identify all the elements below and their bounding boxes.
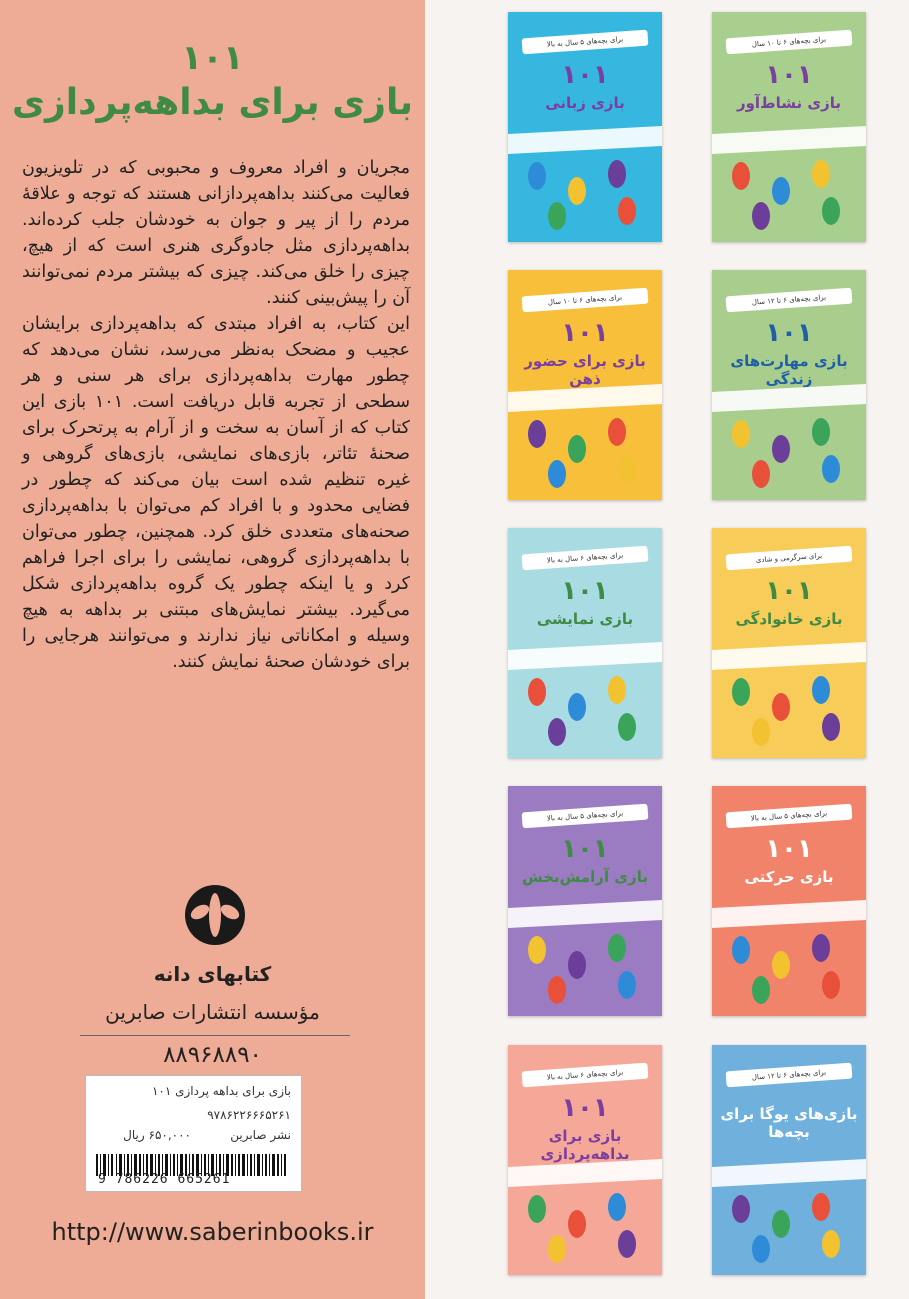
- series-book-cover: [712, 1045, 866, 1275]
- cover-illustration-figure: [618, 197, 636, 225]
- cover-illustration-figure: [812, 1193, 830, 1221]
- cover-title: بازی مهارت‌های زندگی: [730, 352, 848, 388]
- book-description: [22, 155, 410, 675]
- cover-illustration-figure: [618, 713, 636, 741]
- cover-number: ۱۰۱: [765, 834, 813, 864]
- cover-tear-strip: [712, 126, 866, 154]
- cover-illustration-figure: [772, 693, 790, 721]
- cover-illustration-figure: [548, 1235, 566, 1263]
- cover-title: بازی نمایشی: [536, 610, 634, 628]
- cover-illustration-figure: [528, 162, 546, 190]
- cover-title: بازی برای حضور ذهن: [524, 352, 646, 388]
- cover-illustration-figure: [608, 676, 626, 704]
- series-book-cover: [508, 528, 662, 758]
- series-book-cover: [508, 1045, 662, 1275]
- cover-banner: برای بچه‌های ۵ سال به بالا: [522, 30, 649, 55]
- price-sticker: [85, 1075, 302, 1192]
- title-number: ۱۰۱: [181, 38, 244, 78]
- cover-illustration-figure: [568, 1210, 586, 1238]
- cover-illustration-figure: [772, 435, 790, 463]
- cover-illustration-figure: [548, 202, 566, 230]
- cover-illustration-figure: [568, 435, 586, 463]
- cover-number: ۱۰۱: [561, 60, 609, 90]
- sticker-title: بازی برای بداهه پردازی ۱۰۱: [151, 1084, 291, 1098]
- cover-illustration-figure: [822, 971, 840, 999]
- series-covers-panel: [425, 0, 909, 1299]
- cover-illustration-figure: [608, 418, 626, 446]
- description-paragraph: این کتاب، به افراد مبتدی که بداهه‌پردازی برایشان عجیب و مضحک به‌نظر می‌رسد، نشان می‌دهد که چطور مهارت بداهه‌پردازی برای هر سنی و هر سطحی از تجربه قابل دریافت است. ۱۰۱ بازی این کتاب که از آسان به سخت و از آرام به پرتحرک برای صحنهٔ تئاتر، بازی‌های نمایشی، بازی‌های گروهی و غیره تنظیم شده است بیان می‌کند که چطور در فضایی محدود و با افراد کم می‌توان با بداهه‌پردازی صحنه‌های متعددی خلق کرد. همچنین، چطور می‌توان با بداهه‌پردازی گروهی، نمایشی را برای اجرا فراهم کرد و یا اینکه چطور یک گروه بداهه‌پردازی شکل می‌گیرد. بیشتر نمایش‌های مبتنی بر بداهه به هیچ وسیله و امکاناتی نیاز ندارند و می‌توانند هرجایی را برای خودشان صحنهٔ نمایش کنند.: [22, 314, 410, 672]
- cover-banner: برای بچه‌های ۶ تا ۱۲ سال: [726, 1063, 853, 1088]
- publisher-logo-icon: [170, 880, 260, 950]
- cover-illustration-figure: [772, 177, 790, 205]
- cover-tear-strip: [712, 384, 866, 412]
- sticker-code: ۹۷۸۶۲۲۶۶۶۵۲۶۱: [207, 1108, 291, 1122]
- cover-illustration-figure: [812, 418, 830, 446]
- cover-title: بازی‌های یوگا برای بچه‌ها: [720, 1105, 858, 1141]
- cover-illustration-figure: [822, 455, 840, 483]
- cover-illustration-figure: [772, 1210, 790, 1238]
- cover-tear-strip: [712, 642, 866, 670]
- back-cover-panel: [0, 0, 425, 1299]
- cover-illustration-figure: [548, 460, 566, 488]
- cover-illustration-figure: [608, 934, 626, 962]
- barcode-number: 9 786226 665261: [98, 1172, 231, 1187]
- cover-illustration-figure: [812, 934, 830, 962]
- cover-illustration-figure: [732, 936, 750, 964]
- cover-illustration-figure: [608, 160, 626, 188]
- cover-title: بازی آرامش‌بخش: [522, 868, 648, 886]
- cover-number: ۱۰۱: [765, 318, 813, 348]
- cover-title: بازی حرکتی: [744, 868, 834, 886]
- series-book-cover: [508, 270, 662, 500]
- publisher-url[interactable]: http://www.saberinbooks.ir: [51, 1218, 374, 1246]
- cover-banner: برای بچه‌های ۶ تا ۱۰ سال: [726, 30, 853, 55]
- cover-number: ۱۰۱: [765, 576, 813, 606]
- cover-illustration-figure: [548, 718, 566, 746]
- divider: [80, 1035, 350, 1036]
- cover-illustration-figure: [752, 460, 770, 488]
- cover-illustration-figure: [772, 951, 790, 979]
- cover-illustration-figure: [752, 718, 770, 746]
- cover-illustration-figure: [732, 420, 750, 448]
- description-paragraph: مجریان و افراد معروف و محبوبی که در تلویزیون فعالیت می‌کنند بداهه‌پردازانی هستند که توجه و علاقهٔ مردم را از پیر و جوان به خودشان جلب کرده‌اند. بداهه‌پردازی مثل جادوگری هنری است که از هیچ، چیزی را خلق می‌کند. چیزی که بیشتر مردم نمی‌توانند آن را پیش‌بینی کنند.: [22, 158, 410, 308]
- cover-number: ۱۰۱: [561, 1093, 609, 1123]
- cover-tear-strip: [508, 126, 662, 154]
- cover-banner: برای بچه‌های ۵ سال به بالا: [726, 804, 853, 829]
- cover-tear-strip: [508, 900, 662, 928]
- cover-number: ۱۰۱: [561, 318, 609, 348]
- cover-banner: برای بچه‌های ۶ تا ۱۰ سال: [522, 288, 649, 313]
- series-book-cover: [712, 786, 866, 1016]
- series-book-cover: [712, 270, 866, 500]
- cover-illustration-figure: [812, 676, 830, 704]
- cover-title: بازی خانوادگی: [735, 610, 843, 628]
- cover-tear-strip: [508, 1159, 662, 1187]
- publisher-name: کتابهای دانه: [153, 962, 272, 986]
- cover-tear-strip: [712, 1159, 866, 1187]
- cover-illustration-figure: [822, 1230, 840, 1258]
- phone-number: ۸۸۹۶۸۸۹۰: [163, 1042, 262, 1068]
- cover-illustration-figure: [548, 976, 566, 1004]
- cover-illustration-figure: [812, 160, 830, 188]
- cover-illustration-figure: [732, 162, 750, 190]
- series-book-cover: [712, 12, 866, 242]
- cover-banner: برای سرگرمی و شادی: [726, 546, 853, 571]
- sticker-price: ۶۵۰,۰۰۰ ریال: [123, 1128, 191, 1142]
- cover-illustration-figure: [528, 1195, 546, 1223]
- cover-illustration-figure: [568, 951, 586, 979]
- cover-illustration-figure: [618, 971, 636, 999]
- cover-illustration-figure: [528, 420, 546, 448]
- cover-number: ۱۰۱: [765, 60, 813, 90]
- cover-tear-strip: [508, 384, 662, 412]
- cover-tear-strip: [508, 642, 662, 670]
- cover-banner: برای بچه‌های ۶ سال به بالا: [522, 546, 649, 571]
- series-book-cover: [508, 12, 662, 242]
- cover-illustration-figure: [822, 713, 840, 741]
- cover-title: بازی نشاط‌آور: [736, 94, 842, 112]
- sticker-publisher: نشر صابرین: [230, 1128, 291, 1142]
- cover-illustration-figure: [822, 197, 840, 225]
- cover-title: بازی برای بداهه‌پردازی: [540, 1127, 630, 1163]
- cover-illustration-figure: [528, 678, 546, 706]
- cover-title: بازی زبانی: [545, 94, 625, 112]
- publisher-institute: مؤسسه انتشارات صابرین: [105, 1000, 320, 1024]
- cover-number: ۱۰۱: [561, 834, 609, 864]
- cover-illustration-figure: [568, 693, 586, 721]
- book-title: بازی برای بداهه‌پردازی: [12, 82, 413, 123]
- cover-illustration-figure: [752, 976, 770, 1004]
- cover-illustration-figure: [528, 936, 546, 964]
- series-book-cover: [508, 786, 662, 1016]
- cover-illustration-figure: [618, 1230, 636, 1258]
- cover-banner: برای بچه‌های ۵ سال به بالا: [522, 804, 649, 829]
- cover-illustration-figure: [608, 1193, 626, 1221]
- cover-illustration-figure: [732, 1195, 750, 1223]
- cover-illustration-figure: [732, 678, 750, 706]
- cover-illustration-figure: [568, 177, 586, 205]
- cover-banner: برای بچه‌های ۶ سال به بالا: [522, 1063, 649, 1088]
- cover-number: ۱۰۱: [561, 576, 609, 606]
- cover-illustration-figure: [618, 455, 636, 483]
- cover-tear-strip: [712, 900, 866, 928]
- cover-banner: برای بچه‌های ۶ تا ۱۲ سال: [726, 288, 853, 313]
- cover-illustration-figure: [752, 202, 770, 230]
- series-book-cover: [712, 528, 866, 758]
- cover-illustration-figure: [752, 1235, 770, 1263]
